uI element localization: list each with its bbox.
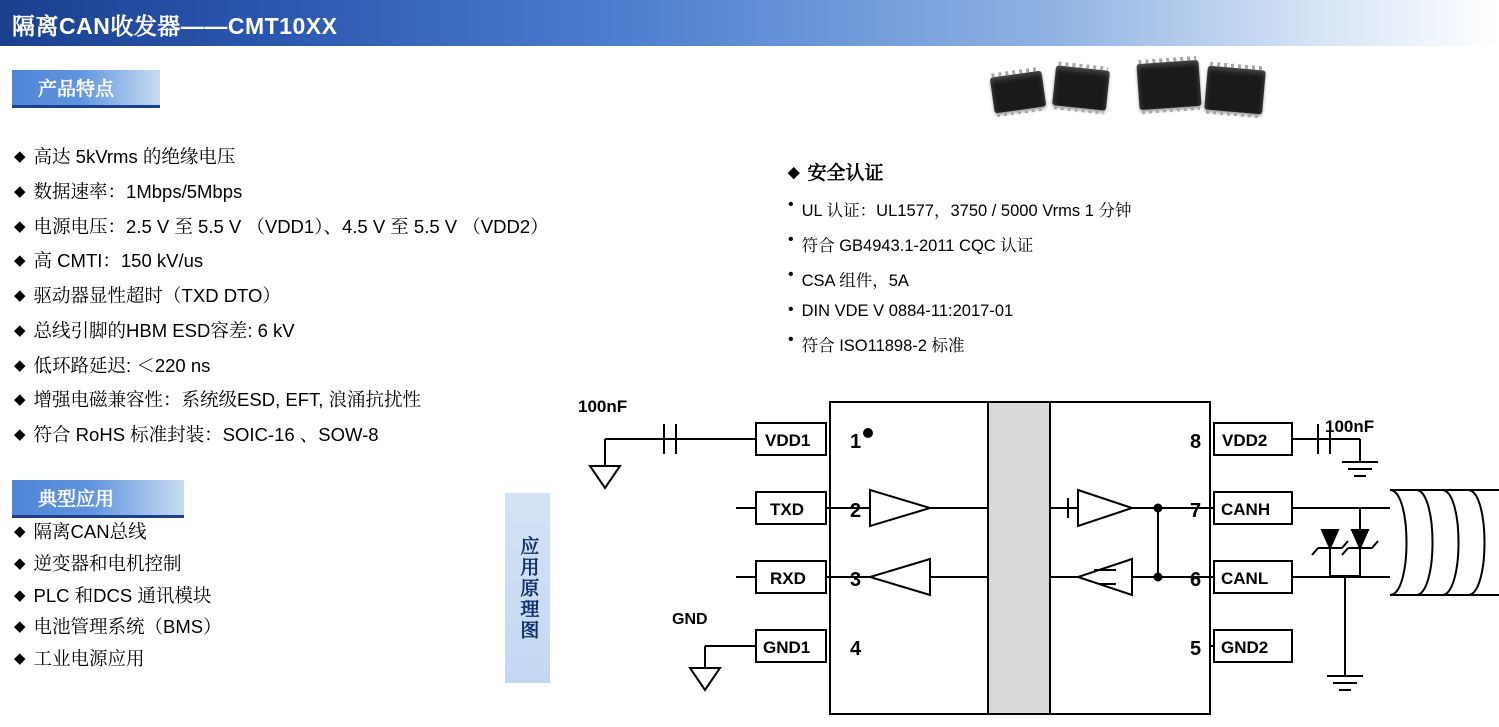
pin-label-canl: CANL (1221, 569, 1269, 588)
pin-label-vdd2: VDD2 (1222, 431, 1268, 450)
safety-text: 符合 GB4943.1-2011 CQC 认证 (801, 237, 1034, 255)
diamond-icon: ◆ (788, 163, 800, 181)
diamond-icon: ◆ (14, 391, 26, 409)
section-tag-applications-label: 典型应用 (38, 489, 115, 510)
bullet-icon: • (788, 231, 794, 248)
pin-number-1: 1 (850, 431, 862, 453)
applications-list (14, 523, 222, 682)
diamond-icon: ◆ (14, 182, 26, 200)
feature-text: 总线引脚的HBM ESD容差: 6 kV (33, 319, 295, 341)
pin-number-4: 4 (850, 638, 862, 660)
chip-photo-soic16-b (1204, 66, 1266, 115)
pin-label-rxd: RXD (770, 569, 806, 588)
safety-title (788, 158, 1131, 185)
list-item (14, 650, 222, 669)
pin-number-7: 7 (1190, 500, 1202, 522)
gnd-label: GND (672, 611, 708, 628)
feature-text: 符合 RoHS 标准封装：SOIC-16 、SOW-8 (33, 424, 379, 445)
feature-text: 高达 5kVrms 的绝缘电压 (33, 146, 236, 167)
pin-number-5: 5 (1190, 638, 1202, 660)
safety-text: 符合 ISO11898-2 标准 (801, 337, 965, 355)
safety-title-text: 安全认证 (807, 163, 884, 184)
bullet-icon: • (788, 331, 794, 348)
pin-number-8: 8 (1190, 431, 1202, 453)
application-text: 隔离CAN总线 (33, 521, 147, 542)
list-item (14, 584, 222, 606)
chip-photo-group (980, 60, 1280, 130)
diagram-vertical-label: 应用原理图 (505, 493, 550, 683)
safety-text: CSA 组件，5A (801, 272, 909, 290)
list-item (14, 287, 549, 306)
list-item (14, 215, 549, 237)
feature-text: 数据速率：1Mbps/5Mbps (33, 180, 243, 202)
list-item (14, 180, 549, 202)
list-item (788, 232, 1131, 256)
pin-label-txd: TXD (770, 500, 804, 519)
list-item (14, 552, 222, 574)
cap-left-label: 100nF (578, 397, 628, 416)
pin-number-2: 2 (850, 500, 862, 522)
list-item (14, 523, 222, 542)
bullet-icon: • (788, 301, 794, 318)
page-title: 隔离CAN收发器——CMT10XX (12, 13, 338, 39)
chip-photo-soic16-a (1136, 60, 1201, 110)
list-item (14, 391, 549, 410)
diamond-icon: ◆ (14, 217, 26, 235)
list-item (14, 618, 222, 637)
list-item (788, 302, 1131, 321)
safety-certification-block (788, 158, 1131, 367)
list-item (788, 332, 1131, 356)
application-schematic (560, 380, 1499, 727)
pin-label-gnd1: GND1 (763, 638, 811, 657)
feature-text: 高 CMTI：150 kV/us (33, 250, 204, 272)
application-text: 逆变器和电机控制 (33, 552, 182, 574)
feature-text: 驱动器显性超时（TXD DTO） (33, 285, 281, 306)
list-item (14, 319, 549, 341)
list-item (788, 267, 1131, 291)
diamond-icon: ◆ (14, 287, 26, 304)
diamond-icon: ◆ (14, 426, 26, 443)
cap-right-label: 100nF (1325, 417, 1375, 436)
bullet-icon: • (788, 196, 794, 213)
pin-label-canh: CANH (1221, 500, 1271, 519)
safety-text: DIN VDE V 0884-11:2017-01 (801, 302, 1014, 320)
list-item (14, 252, 549, 271)
safety-text: UL 认证：UL1577，3750 / 5000 Vrms 1 分钟 (801, 202, 1132, 220)
feature-text: 电源电压：2.5 V 至 5.5 V （VDD1）、4.5 V 至 5.5 V （VDD2） (33, 215, 549, 237)
bullet-icon: • (788, 266, 794, 283)
list-item (14, 426, 549, 445)
diamond-icon: ◆ (14, 586, 26, 604)
chip-photo-sow8-a (990, 71, 1047, 114)
section-tag-features-label: 产品特点 (38, 79, 115, 100)
list-item (14, 148, 549, 167)
features-list (14, 148, 549, 461)
diamond-icon: ◆ (14, 321, 26, 339)
diamond-icon: ◆ (14, 523, 26, 540)
list-item (788, 197, 1131, 221)
diamond-icon: ◆ (14, 618, 26, 636)
safety-list (788, 197, 1131, 356)
diamond-icon: ◆ (14, 650, 26, 667)
feature-text: 增强电磁兼容性：系统级ESD, EFT, 浪涌抗扰性 (33, 389, 422, 411)
application-text: PLC 和DCS 通讯模块 (33, 584, 212, 606)
diamond-icon: ◆ (14, 252, 26, 270)
section-tag-applications (12, 480, 184, 518)
application-text: 工业电源应用 (33, 648, 145, 669)
section-tag-features (12, 70, 160, 108)
diamond-icon: ◆ (14, 356, 26, 374)
pin-label-gnd2: GND2 (1221, 638, 1269, 657)
pin-number-6: 6 (1190, 569, 1202, 591)
list-item (14, 354, 549, 376)
chip-photo-sow8-b (1052, 65, 1110, 110)
feature-text: 低环路延迟: ＜220 ns (33, 354, 211, 376)
pin-number-3: 3 (850, 569, 862, 591)
diamond-icon: ◆ (14, 148, 26, 165)
diamond-icon: ◆ (14, 554, 26, 572)
pin-label-vdd1: VDD1 (765, 431, 811, 450)
application-text: 电池管理系统（BMS） (33, 616, 222, 638)
page-header (0, 0, 1499, 46)
